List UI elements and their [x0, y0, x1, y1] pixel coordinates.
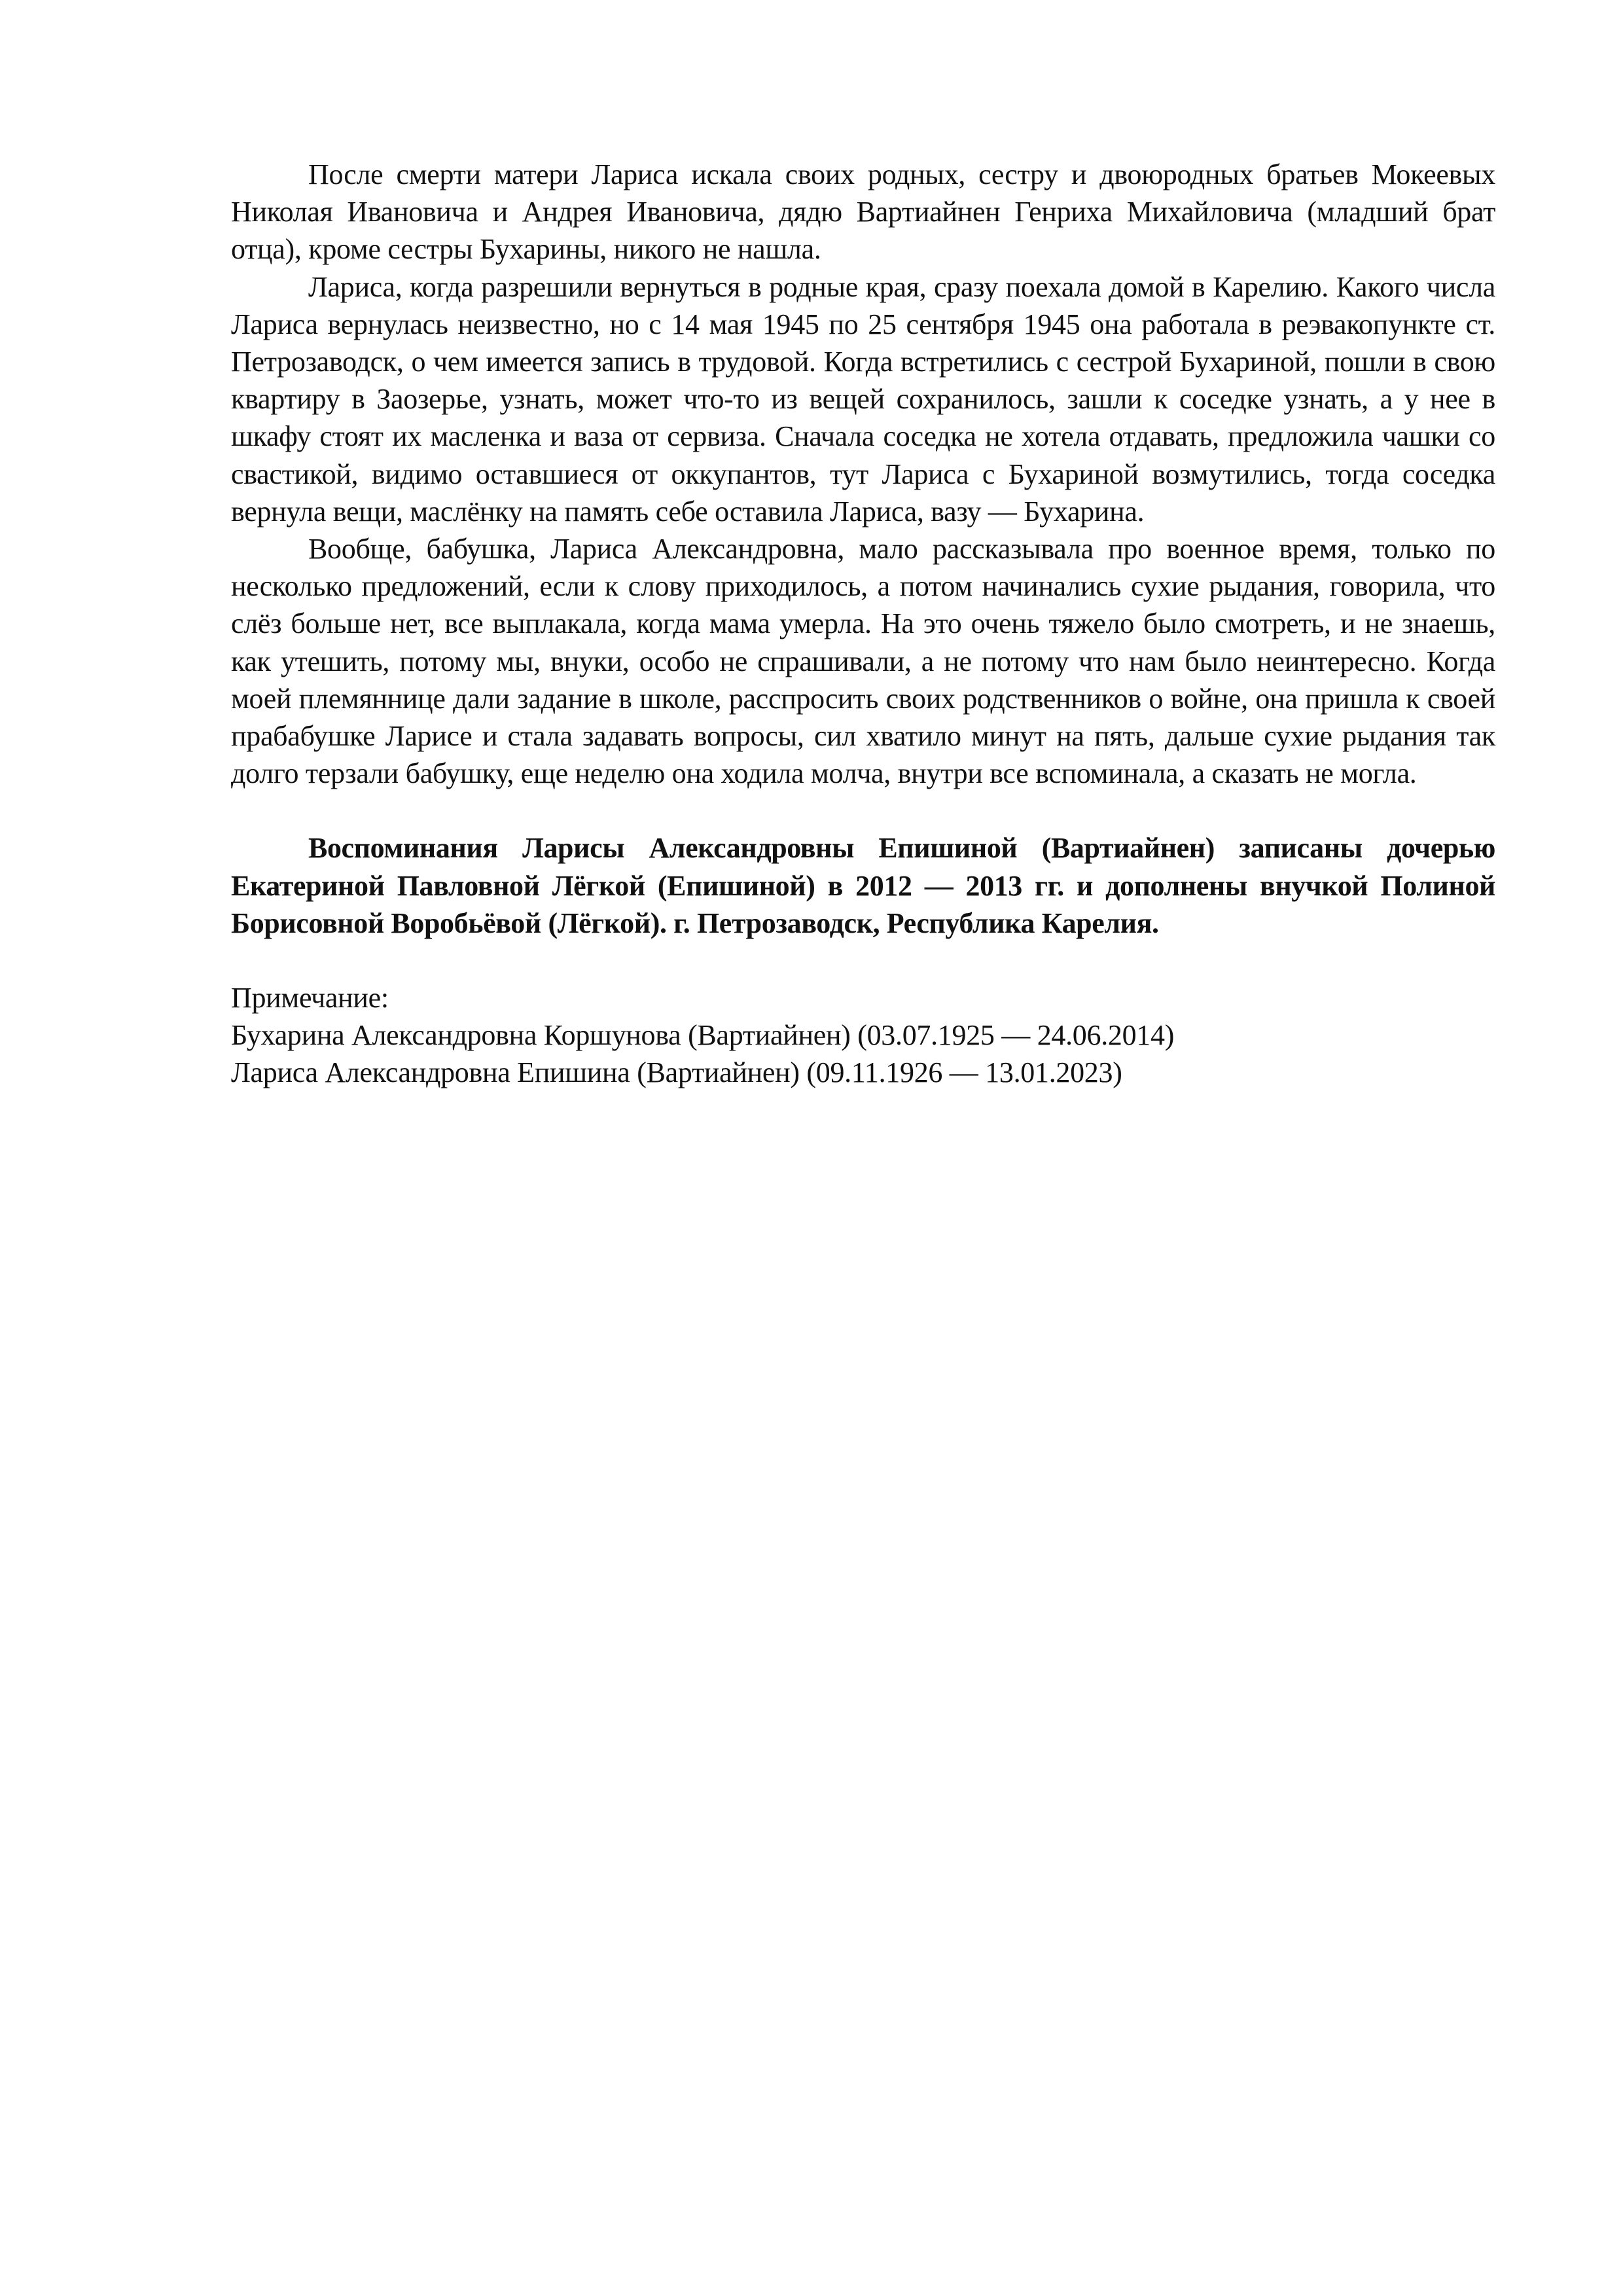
attribution: Воспоминания Ларисы Александровны Епишиной (Вартиайнен) записаны дочерью Екатериной Павловной Лёгкой (Епишиной) в 2012 — 2013 гг. и дополнены внучкой Полиной Борисовной Воробьёвой (Лёгкой). г. Петрозаводск, Республика Карелия. [231, 832, 1495, 939]
notes-title: Примечание: [231, 982, 389, 1014]
note-item: Бухарина Александровна Коршунова (Вартиайнен) (03.07.1925 — 24.06.2014) [231, 1019, 1175, 1052]
paragraph-3: Вообще, бабушка, Лариса Александровна, мало рассказывала про военное время, только по несколько предложений, если к слову приходилось, а потом начинались сухие рыдания, говорила, что слёз больше нет, все выплакала, когда мама умерла. На это очень тяжело было смотреть, и не знаешь, как утешить, потому мы, внуки, особо не спрашивали, а не потому что нам было неинтересно. Когда моей племяннице дали задание в школе, расспросить своих родственников о войне, она пришла к своей прабабушке Ларисе и стала задавать вопросы, сил хватило минут на пять, дальше сухие рыдания так долго терзали бабушку, еще неделю она ходила молча, внутри все вспоминала, а сказать не могла. [231, 533, 1495, 790]
paragraph-2: Лариса, когда разрешили вернуться в родные края, сразу поехала домой в Карелию. Какого числа Лариса вернулась неизвестно, но с 14 мая 1945 по 25 сентября 1945 она работала в реэвакопункте ст. Петрозаводск, о чем имеется запись в трудовой. Когда встретились с сестрой Бухариной, пошли в свою квартиру в Заозерье, узнать, может что-то из вещей сохранилось, зашли к соседке узнать, а у нее в шкафу стоят их масленка и ваза от сервиза. Сначала соседка не хотела отдавать, предложила чашки со свастикой, видимо оставшиеся от оккупантов, тут Лариса с Бухариной возмутились, тогда соседка вернула вещи, маслёнку на память себе оставила Лариса, вазу — Бухарина. [231, 270, 1495, 528]
paragraph-1: После смерти матери Лариса искала своих родных, сестру и двоюродных братьев Мокеевых Николая Ивановича и Андрея Ивановича, дядю Вартиайнен Генриха Михайловича (младший брат отца), кроме сестры Бухарины, никого не нашла. [231, 158, 1495, 266]
note-item: Лариса Александровна Епишина (Вартиайнен) (09.11.1926 — 13.01.2023) [231, 1056, 1122, 1089]
notes-section [231, 979, 1495, 1092]
document-page [231, 156, 1495, 1092]
